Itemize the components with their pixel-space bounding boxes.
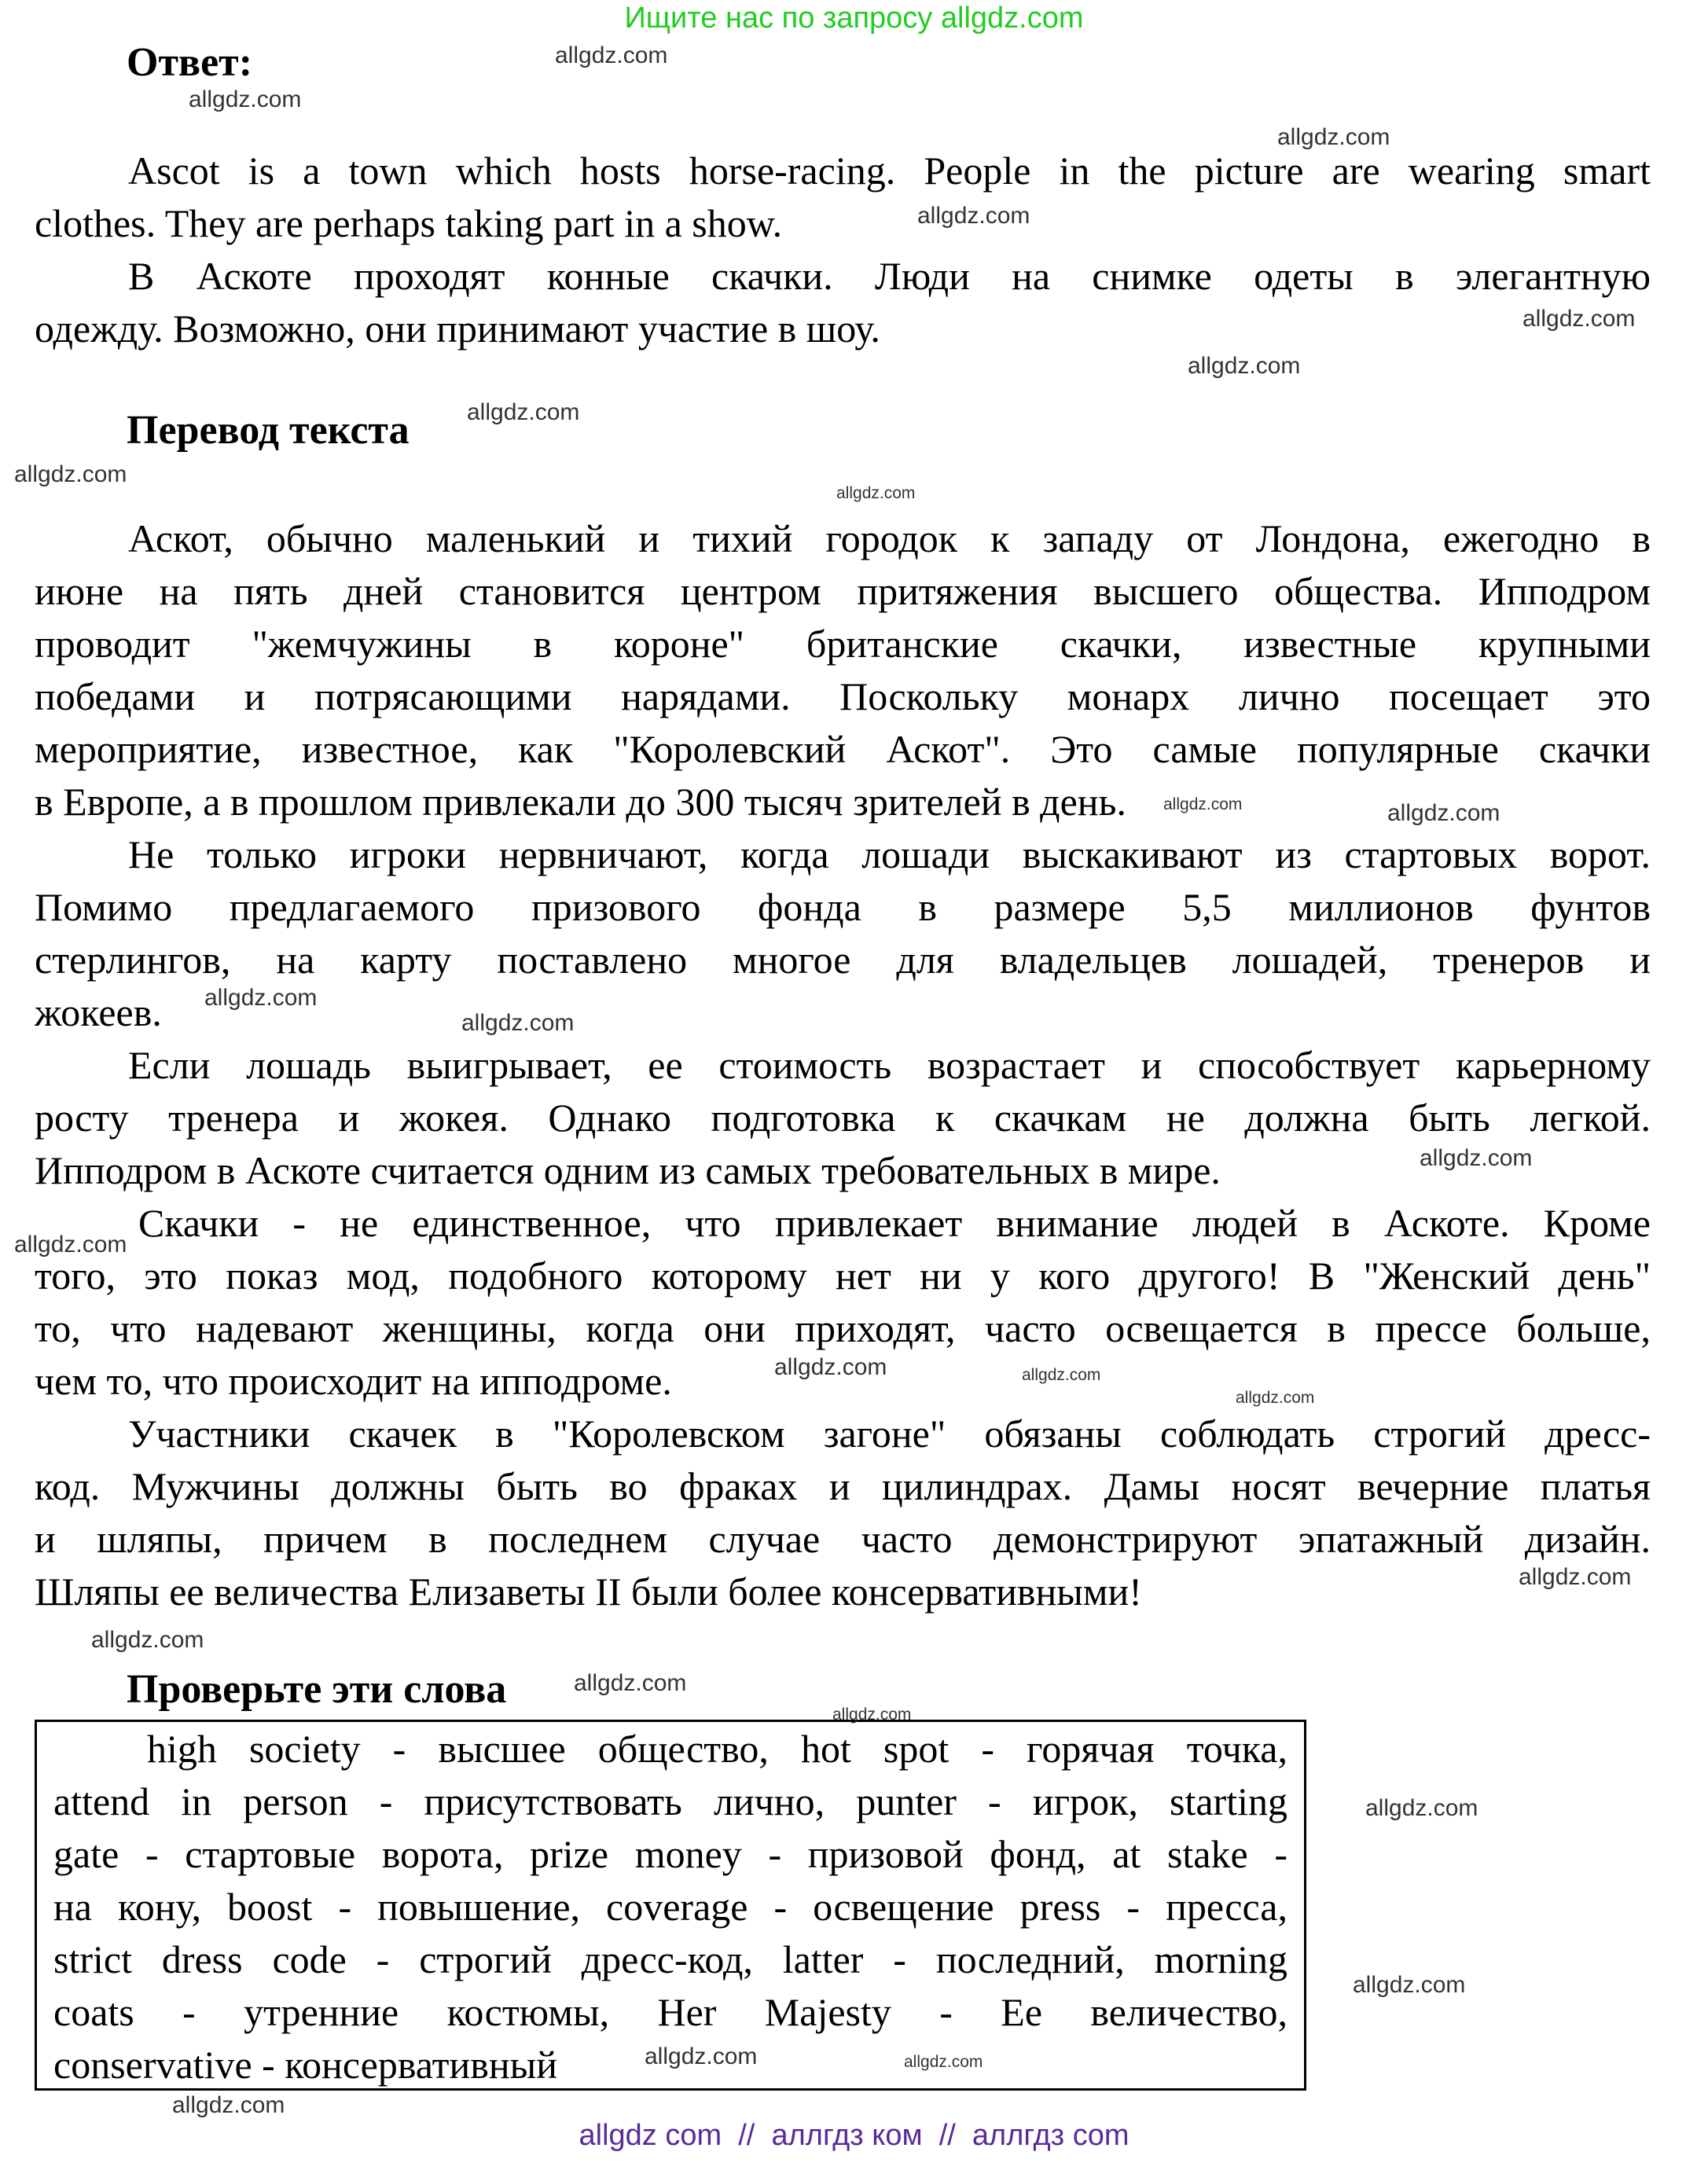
watermark: allgdz.com <box>645 2043 758 2069</box>
watermark: allgdz.com <box>555 42 668 68</box>
translation-paragraph-line: и шляпы, причем в последнем случае часто демонстрируют эпатажный дизайн. <box>35 1517 1651 1561</box>
footer-links: allgdz com // аллгдз ком // аллгдз com <box>579 2119 1129 2152</box>
translation-paragraph-line: Ипподром в Аскоте считается одним из самых требовательных в мире. <box>35 1148 1221 1192</box>
translation-paragraph-line: того, это показ мод, подобного которому нет ни у кого другого! В "Женский день" <box>35 1254 1651 1298</box>
answer-text <box>35 145 1651 355</box>
vocabulary-line: high society - высшее общество, hot spot - горячая точка, <box>147 1727 1287 1771</box>
answer-text-line: Ascot is a town which hosts horse-racing. People in the picture are wearing smart <box>128 149 1651 193</box>
watermark: allgdz.com <box>832 1706 912 1724</box>
answer-text-line: clothes. They are perhaps taking part in a show. <box>35 201 783 245</box>
watermark: allgdz.com <box>467 399 580 425</box>
search-banner: Ищите нас по запросу allgdz.com <box>624 2 1084 35</box>
watermark: allgdz.com <box>917 203 1030 229</box>
translation-paragraph-line: Скачки - не единственное, что привлекает внимание людей в Аскоте. Кроме <box>138 1201 1651 1245</box>
watermark: allgdz.com <box>1236 1389 1315 1407</box>
vocabulary-line: gate - стартовые ворота, prize money - призовой фонд, at stake - <box>53 1832 1287 1876</box>
watermark: allgdz.com <box>1387 800 1500 826</box>
vocabulary-line: coats - утренние костюмы, Her Majesty - Ее величество, <box>53 1990 1287 2034</box>
vocabulary-line: strict dress code - строгий дресс-код, latter - последний, morning <box>53 1937 1287 1981</box>
translation-paragraph-line: то, что надевают женщины, когда они приходят, часто освещается в прессе больше, <box>35 1306 1651 1350</box>
translation-paragraph-line: в Европе, а в прошлом привлекали до 300 тысяч зрителей в день. <box>35 780 1126 824</box>
watermark: allgdz.com <box>14 461 127 487</box>
watermark: allgdz.com <box>461 1010 575 1036</box>
watermark: allgdz.com <box>574 1670 687 1696</box>
translation-paragraph-line: июне на пять дней становится центром притяжения высшего общества. Ипподром <box>35 569 1651 613</box>
translation-paragraph-line: Аскот, обычно маленький и тихий городок к западу от Лондона, ежегодно в <box>128 516 1651 560</box>
watermark: allgdz.com <box>1188 353 1301 379</box>
watermark: allgdz.com <box>1519 1564 1632 1590</box>
vocabulary-box <box>35 1720 1306 2091</box>
vocabulary-line: conservative - консервативный <box>53 2043 557 2087</box>
translation-paragraph-line: победами и потрясающими нарядами. Поскольку монарх лично посещает это <box>35 674 1651 718</box>
watermark: allgdz.com <box>1420 1145 1533 1171</box>
watermark: allgdz.com <box>14 1232 127 1258</box>
watermark: allgdz.com <box>836 484 916 502</box>
watermark: allgdz.com <box>1022 1366 1101 1384</box>
vocabulary-text <box>53 1723 1287 2091</box>
watermark: allgdz.com <box>189 86 302 112</box>
translation-text <box>35 512 1651 1618</box>
translation-paragraph-line: проводит "жемчужины в короне" британские скачки, известные крупными <box>35 622 1651 666</box>
watermark: allgdz.com <box>91 1627 204 1653</box>
translation-paragraph-line: мероприятие, известное, как "Королевский Аскот". Это самые популярные скачки <box>35 727 1651 771</box>
translation-paragraph-line: стерлингов, на карту поставлено многое для владельцев лошадей, тренеров и <box>35 938 1651 982</box>
watermark: allgdz.com <box>172 2092 285 2118</box>
translation-paragraph-line: жокеев. <box>35 990 162 1034</box>
vocabulary-line: на кону, boost - повышение, coverage - освещение press - пресса, <box>53 1885 1287 1929</box>
vocabulary-heading: Проверьте эти слова <box>127 1667 507 1712</box>
translation-paragraph-line: Не только игроки нервничают, когда лошади выскакивают из стартовых ворот. <box>128 832 1651 876</box>
translation-paragraph-line: Помимо предлагаемого призового фонда в размере 5,5 миллионов фунтов <box>35 885 1651 929</box>
watermark: allgdz.com <box>1163 795 1243 813</box>
translation-paragraph-line: Шляпы ее величества Елизаветы II были более консервативными! <box>35 1570 1142 1614</box>
watermark: allgdz.com <box>1353 1972 1466 1998</box>
answer-text-line: одежду. Возможно, они принимают участие в шоу. <box>35 307 880 351</box>
answer-heading: Ответ: <box>127 40 253 85</box>
watermark: allgdz.com <box>204 985 318 1011</box>
watermark: allgdz.com <box>1365 1795 1478 1821</box>
translation-paragraph-line: чем то, что происходит на ипподроме. <box>35 1359 672 1403</box>
watermark: allgdz.com <box>904 2053 983 2071</box>
translation-paragraph-line: Если лошадь выигрывает, ее стоимость возрастает и способствует карьерному <box>128 1043 1651 1087</box>
vocabulary-line: attend in person - присутствовать лично, punter - игрок, starting <box>53 1779 1287 1823</box>
translation-paragraph-line: росту тренера и жокея. Однако подготовка к скачкам не должна быть легкой. <box>35 1096 1651 1140</box>
watermark: allgdz.com <box>1523 306 1636 332</box>
answer-text-line: В Аскоте проходят конные скачки. Люди на снимке одеты в элегантную <box>128 254 1651 298</box>
translation-heading: Перевод текста <box>127 408 410 453</box>
translation-paragraph-line: Участники скачек в "Королевском загоне" обязаны соблюдать строгий дресс- <box>128 1412 1651 1456</box>
translation-paragraph-line: код. Мужчины должны быть во фраках и цилиндрах. Дамы носят вечерние платья <box>35 1464 1651 1508</box>
watermark: allgdz.com <box>1277 124 1390 150</box>
watermark: allgdz.com <box>774 1354 887 1380</box>
